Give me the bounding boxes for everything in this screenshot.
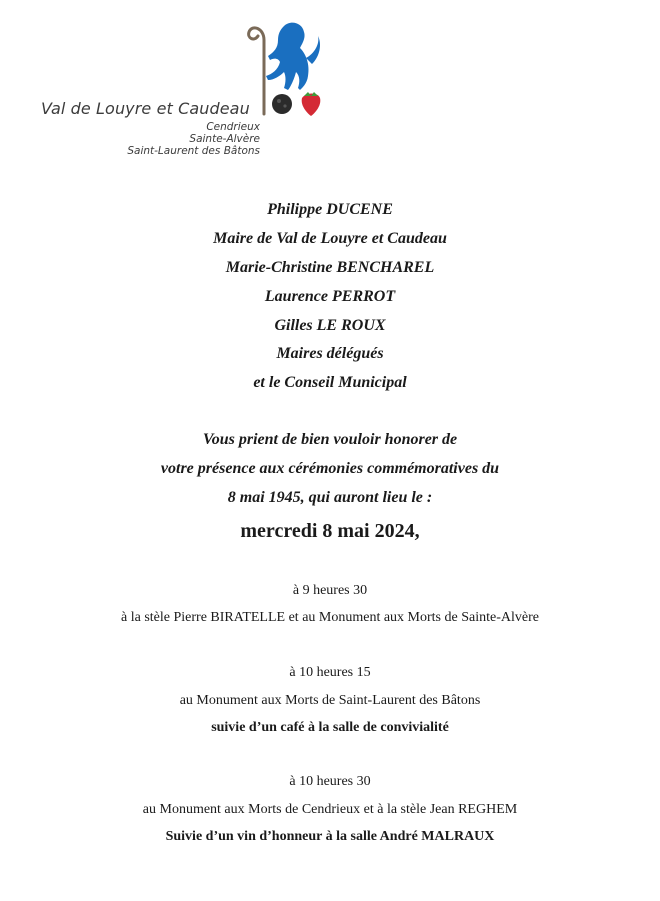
event-place: à la stèle Pierre BIRATELLE et au Monument aux Morts de Sainte-Alvère (121, 610, 539, 625)
invitation-line: votre présence aux cérémonies commémoratives du (160, 460, 500, 477)
event-time: à 10 heures 15 (289, 665, 371, 680)
deputy-mayor-name: Gilles LE ROUX (274, 317, 386, 334)
mayor-title: Maire de Val de Louyre et Caudeau (213, 230, 447, 247)
village-name: Cendrieux (206, 121, 260, 133)
commune-name: Val de Louyre et Caudeau (41, 99, 250, 118)
mayor-name: Philippe DUCENE (267, 201, 393, 218)
municipal-logo (0, 0, 660, 170)
village-name: Sainte-Alvère (189, 133, 260, 145)
invitation-line: Vous prient de bien vouloir honorer de (202, 431, 458, 448)
event-place: au Monument aux Morts de Cendrieux et à la stèle Jean REGHEM (142, 802, 518, 817)
deputy-mayor-name: Laurence PERROT (264, 288, 396, 305)
event-note: Suivie d’un vin d’honneur à la salle André MALRAUX (165, 829, 495, 844)
ceremony-date: mercredi 8 mai 2024, (240, 520, 420, 542)
village-name: Saint-Laurent des Bâtons (127, 145, 260, 157)
deputy-mayors-title: Maires délégués (276, 345, 384, 362)
event-time: à 10 heures 30 (289, 774, 371, 789)
event-time: à 9 heures 30 (292, 583, 368, 598)
invitation-line: 8 mai 1945, qui auront lieu le : (227, 489, 433, 506)
council-line: et le Conseil Municipal (253, 374, 407, 391)
event-note: suivie d’un café à la salle de convivialité (211, 720, 449, 735)
deputy-mayor-name: Marie-Christine BENCHAREL (225, 259, 435, 276)
event-place: au Monument aux Morts de Saint-Laurent des Bâtons (179, 693, 481, 708)
lion-crozier-emblem-icon (244, 18, 334, 118)
